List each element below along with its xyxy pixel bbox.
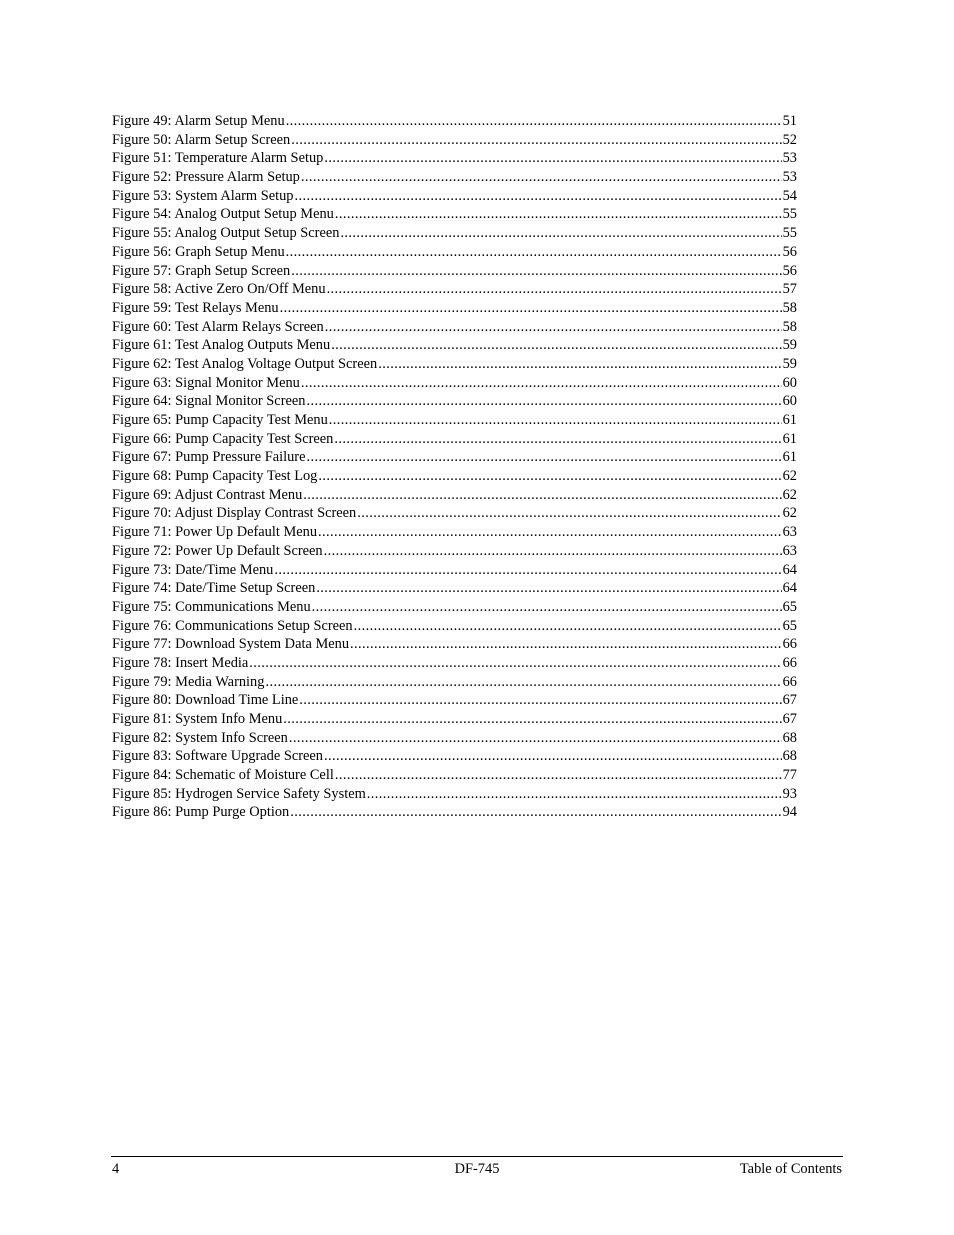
toc-entry[interactable] [112, 673, 797, 692]
toc-entry[interactable] [112, 392, 797, 411]
toc-entry-page-number: 93 [782, 785, 797, 802]
toc-dot-leader [301, 168, 782, 187]
toc-entry-title: Figure 67: Pump Pressure Failure [112, 449, 306, 466]
toc-entry[interactable] [112, 448, 797, 467]
toc-dot-leader [318, 523, 782, 542]
toc-dot-leader [327, 280, 782, 299]
toc-entry-title: Figure 74: Date/Time Setup Screen [112, 580, 316, 597]
toc-entry-title: Figure 72: Power Up Default Screen [112, 542, 323, 559]
toc-entry-title: Figure 77: Download System Data Menu [112, 636, 350, 653]
toc-dot-leader [357, 504, 781, 523]
toc-entry[interactable] [112, 168, 797, 187]
table-of-figures [112, 112, 797, 822]
toc-entry[interactable] [112, 336, 797, 355]
toc-entry[interactable] [112, 187, 797, 206]
toc-dot-leader [306, 392, 781, 411]
toc-entry-page-number: 65 [782, 598, 797, 615]
toc-entry-page-number: 58 [782, 299, 797, 316]
toc-dot-leader [301, 374, 782, 393]
toc-entry-page-number: 55 [782, 206, 797, 223]
toc-entry[interactable] [112, 803, 797, 822]
toc-entry-title: Figure 56: Graph Setup Menu [112, 243, 285, 260]
toc-entry-page-number: 58 [782, 318, 797, 335]
toc-entry-title: Figure 60: Test Alarm Relays Screen [112, 318, 324, 335]
toc-entry-title: Figure 61: Test Analog Outputs Menu [112, 337, 331, 354]
toc-entry-page-number: 65 [782, 617, 797, 634]
toc-entry-title: Figure 81: System Info Menu [112, 711, 283, 727]
toc-entry-title: Figure 76: Communications Setup Screen [112, 617, 353, 634]
toc-entry-title: Figure 55: Analog Output Setup Screen [112, 225, 340, 242]
toc-dot-leader [303, 486, 781, 505]
toc-dot-leader [249, 654, 781, 673]
toc-entry-page-number: 51 [782, 113, 797, 129]
toc-entry-title: Figure 75: Communications Menu [112, 598, 311, 615]
toc-entry-title: Figure 78: Insert Media [112, 654, 249, 671]
toc-entry[interactable] [112, 504, 797, 523]
footer-section-title: Table of Contents [739, 1161, 842, 1177]
toc-entry-title: Figure 54: Analog Output Setup Menu [112, 206, 334, 223]
toc-entry-page-number: 59 [782, 337, 797, 354]
toc-entry[interactable] [112, 617, 797, 636]
toc-entry[interactable] [112, 299, 797, 318]
toc-dot-leader [325, 318, 782, 337]
toc-entry-page-number: 56 [782, 262, 797, 279]
toc-dot-leader [294, 187, 781, 206]
toc-entry-title: Figure 63: Signal Monitor Menu [112, 374, 300, 391]
toc-dot-leader [335, 766, 782, 785]
toc-entry[interactable] [112, 579, 797, 598]
toc-entry-title: Figure 82: System Info Screen [112, 729, 288, 746]
toc-entry[interactable] [112, 411, 797, 430]
toc-dot-leader [316, 579, 781, 598]
toc-dot-leader [274, 561, 781, 580]
toc-entry[interactable] [112, 486, 797, 505]
toc-entry-title: Figure 69: Adjust Contrast Menu [112, 486, 303, 503]
toc-entry[interactable] [112, 785, 797, 804]
toc-dot-leader [280, 299, 782, 318]
toc-entry-page-number: 63 [782, 524, 797, 541]
toc-entry[interactable] [112, 654, 797, 673]
toc-entry-page-number: 61 [782, 412, 797, 428]
toc-entry[interactable] [112, 224, 797, 243]
toc-entry-page-number: 53 [782, 169, 797, 186]
toc-entry-title: Figure 85: Hydrogen Service Safety System [112, 785, 366, 802]
toc-entry-page-number: 62 [782, 505, 797, 522]
toc-entry[interactable] [112, 262, 797, 281]
toc-entry-title: Figure 86: Pump Purge Option [112, 804, 290, 821]
toc-entry-page-number: 64 [782, 580, 797, 597]
toc-dot-leader [290, 803, 781, 822]
toc-entry[interactable] [112, 467, 797, 486]
toc-entry-title: Figure 84: Schematic of Moisture Cell [112, 767, 334, 784]
toc-dot-leader [286, 243, 782, 262]
toc-entry-title: Figure 50: Alarm Setup Screen [112, 131, 291, 148]
toc-entry-page-number: 66 [782, 636, 797, 653]
toc-entry[interactable] [112, 131, 797, 150]
toc-entry-page-number: 61 [782, 430, 797, 447]
toc-entry-title: Figure 70: Adjust Display Contrast Screen [112, 505, 357, 522]
toc-entry-page-number: 94 [782, 804, 797, 821]
toc-dot-leader [265, 673, 781, 692]
toc-entry-title: Figure 71: Power Up Default Menu [112, 524, 318, 541]
toc-entry[interactable] [112, 598, 797, 617]
toc-entry-page-number: 62 [782, 468, 797, 485]
toc-dot-leader [306, 448, 781, 467]
toc-entry-title: Figure 62: Test Analog Voltage Output Screen [112, 355, 378, 372]
toc-entry[interactable] [112, 523, 797, 542]
toc-dot-leader [299, 691, 781, 710]
footer-page-number: 4 [112, 1161, 120, 1177]
toc-entry[interactable] [112, 766, 797, 785]
toc-dot-leader [334, 430, 781, 449]
toc-dot-leader [378, 355, 781, 374]
toc-entry-title: Figure 53: System Alarm Setup [112, 187, 294, 204]
toc-dot-leader [291, 131, 781, 150]
toc-entry-title: Figure 65: Pump Capacity Test Menu [112, 412, 328, 428]
toc-entry-title: Figure 79: Media Warning [112, 673, 265, 690]
toc-entry-page-number: 67 [782, 692, 797, 709]
toc-entry-title: Figure 64: Signal Monitor Screen [112, 393, 306, 410]
toc-entry-page-number: 56 [782, 243, 797, 260]
toc-entry-page-number: 68 [782, 729, 797, 746]
toc-entry-page-number: 63 [782, 542, 797, 559]
toc-entry-title: Figure 49: Alarm Setup Menu [112, 113, 285, 129]
toc-entry-title: Figure 73: Date/Time Menu [112, 561, 274, 578]
toc-entry-title: Figure 57: Graph Setup Screen [112, 262, 291, 279]
toc-entry-title: Figure 59: Test Relays Menu [112, 299, 279, 316]
toc-entry[interactable] [112, 747, 797, 766]
toc-entry-title: Figure 58: Active Zero On/Off Menu [112, 281, 326, 298]
toc-entry[interactable] [112, 430, 797, 449]
footer-divider [111, 1156, 843, 1157]
page-footer [112, 1159, 842, 1179]
toc-entry[interactable] [112, 635, 797, 654]
toc-entry-title: Figure 80: Download Time Line [112, 692, 299, 709]
toc-entry-page-number: 66 [782, 654, 797, 671]
toc-entry-page-number: 68 [782, 748, 797, 765]
toc-dot-leader [324, 149, 781, 168]
toc-dot-leader [340, 224, 781, 243]
toc-entry-page-number: 67 [782, 711, 797, 727]
toc-entry[interactable] [112, 691, 797, 710]
toc-entry[interactable] [112, 710, 797, 729]
toc-dot-leader [324, 747, 782, 766]
toc-dot-leader [286, 112, 782, 131]
toc-entry-page-number: 52 [782, 131, 797, 148]
toc-dot-leader [324, 542, 782, 561]
toc-entry-page-number: 64 [782, 561, 797, 578]
toc-entry[interactable] [112, 243, 797, 262]
toc-entry-page-number: 59 [782, 355, 797, 372]
toc-entry-page-number: 60 [782, 393, 797, 410]
toc-entry-title: Figure 52: Pressure Alarm Setup [112, 169, 300, 186]
toc-dot-leader [335, 205, 782, 224]
toc-dot-leader [291, 262, 781, 281]
toc-entry[interactable] [112, 112, 797, 131]
toc-entry-page-number: 61 [782, 449, 797, 466]
toc-dot-leader [283, 710, 781, 729]
toc-dot-leader [318, 467, 781, 486]
toc-entry[interactable] [112, 318, 797, 337]
toc-dot-leader [331, 336, 781, 355]
toc-entry-page-number: 54 [782, 187, 797, 204]
toc-entry[interactable] [112, 205, 797, 224]
toc-entry[interactable] [112, 149, 797, 168]
footer-document-id: DF-745 [454, 1161, 500, 1177]
toc-dot-leader [312, 598, 782, 617]
toc-entry-page-number: 66 [782, 673, 797, 690]
toc-entry[interactable] [112, 355, 797, 374]
toc-entry-page-number: 55 [782, 225, 797, 242]
toc-entry[interactable] [112, 729, 797, 748]
toc-entry-page-number: 62 [782, 486, 797, 503]
toc-entry[interactable] [112, 374, 797, 393]
toc-dot-leader [350, 635, 782, 654]
toc-entry-title: Figure 68: Pump Capacity Test Log [112, 468, 318, 485]
toc-entry-page-number: 60 [782, 374, 797, 391]
toc-entry-page-number: 77 [782, 767, 797, 784]
toc-entry[interactable] [112, 542, 797, 561]
toc-entry-page-number: 53 [782, 150, 797, 167]
toc-entry-page-number: 57 [782, 281, 797, 298]
toc-dot-leader [289, 729, 782, 748]
toc-entry-title: Figure 66: Pump Capacity Test Screen [112, 430, 334, 447]
toc-entry-title: Figure 51: Temperature Alarm Setup [112, 150, 324, 167]
toc-entry-title: Figure 83: Software Upgrade Screen [112, 748, 323, 765]
toc-dot-leader [354, 617, 782, 636]
toc-dot-leader [329, 411, 782, 430]
toc-entry[interactable] [112, 561, 797, 580]
toc-dot-leader [367, 785, 782, 804]
toc-entry[interactable] [112, 280, 797, 299]
